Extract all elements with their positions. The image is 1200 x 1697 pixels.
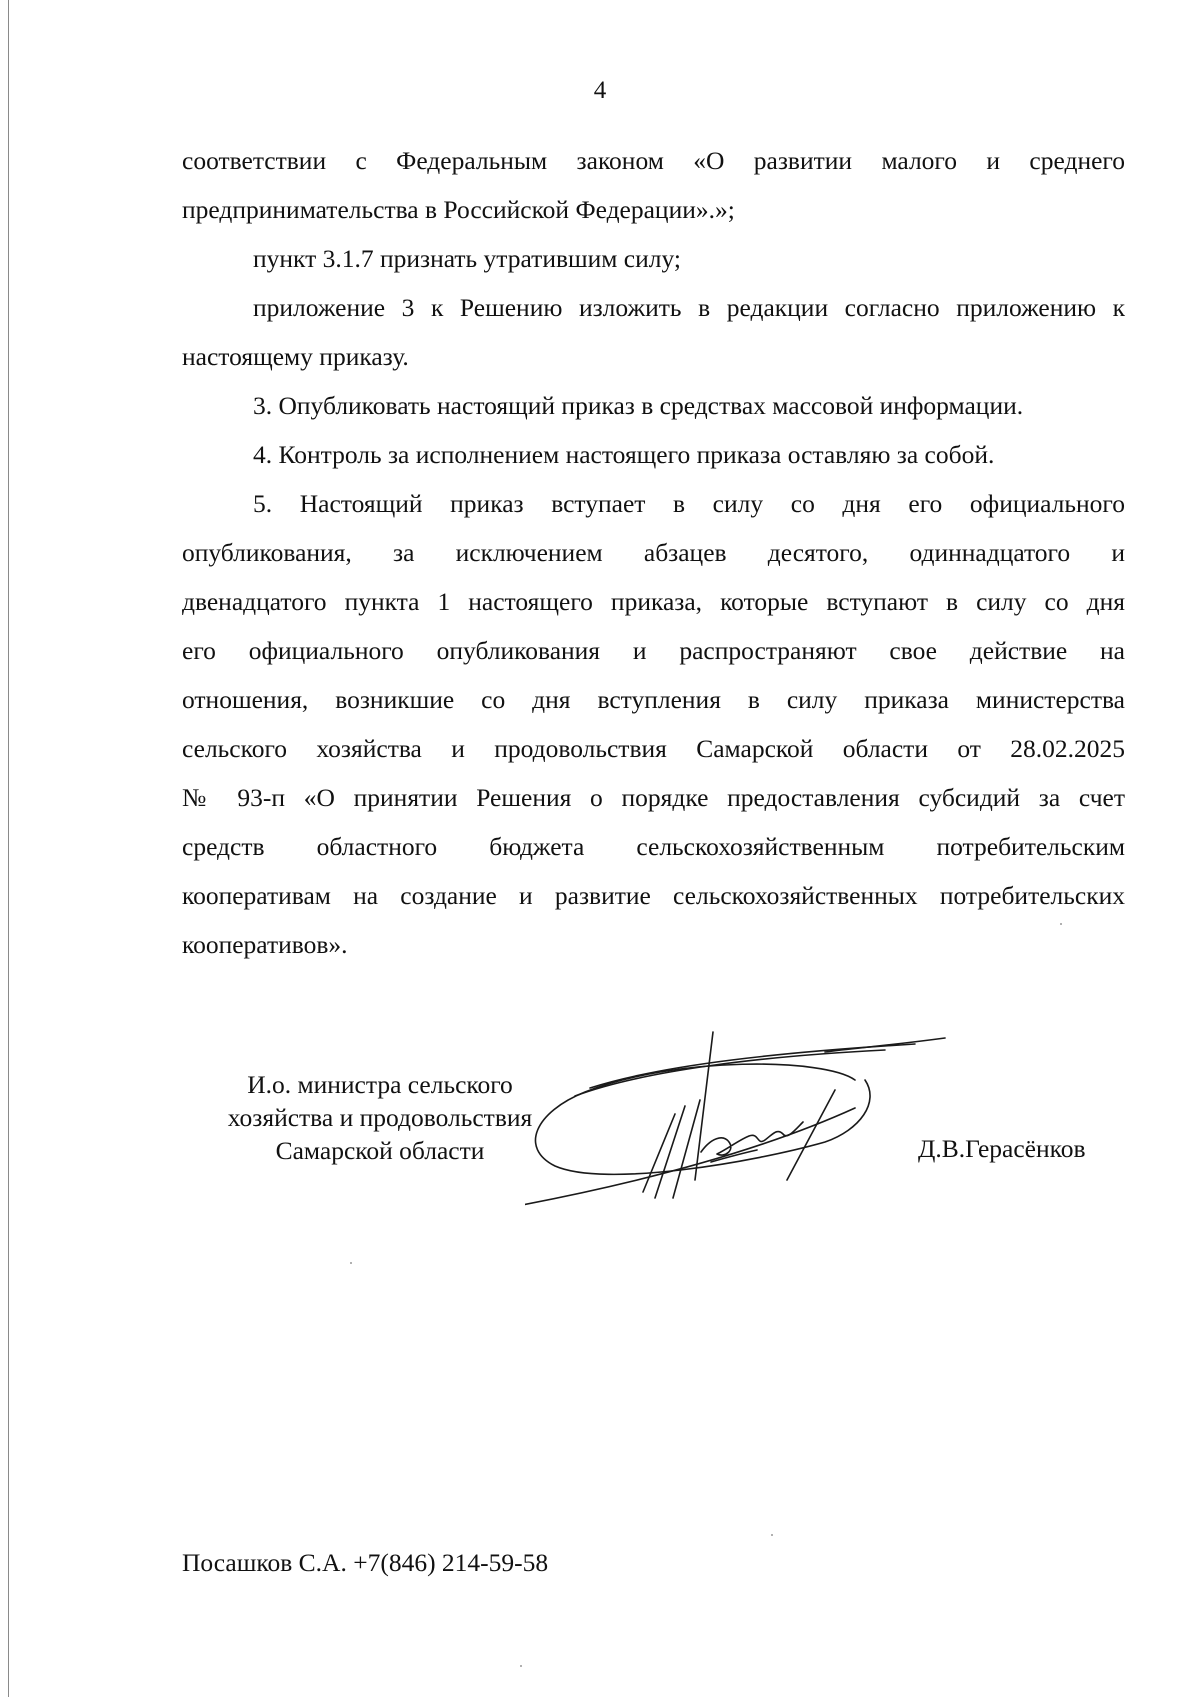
paragraph-line: отношения, возникшие со дня вступления в силу приказа министерства: [182, 685, 1125, 714]
paragraph-line: предпринимательства в Российской Федерации».»;: [182, 195, 735, 224]
position-line: И.о. министра сельского: [247, 1070, 513, 1099]
paragraph-line: кооперативов».: [182, 930, 348, 959]
signer-name: Д.В.Герасёнков: [918, 1134, 1086, 1163]
body-text: [182, 136, 1125, 969]
scan-speck: [771, 1534, 773, 1536]
paragraph-line: 3. Опубликовать настоящий приказ в средствах массовой информации.: [253, 391, 1024, 420]
position-line: хозяйства и продовольствия: [227, 1103, 533, 1132]
paragraph-line: пункт 3.1.7 признать утратившим силу;: [253, 244, 681, 273]
paragraph-line: опубликования, за исключением абзацев десятого, одиннадцатого и: [182, 538, 1125, 567]
position-line: Самарской области: [275, 1136, 485, 1165]
scan-edge-line: [8, 0, 9, 1697]
paragraph-line: сельского хозяйства и продовольствия Самарской области от 28.02.2025: [182, 734, 1125, 763]
paragraph-line: соответствии с Федеральным законом «О развитии малого и среднего: [182, 146, 1125, 175]
paragraph-line: его официального опубликования и распространяют свое действие на: [182, 636, 1125, 665]
signatory-position: [200, 1068, 560, 1167]
scan-speck: [350, 1262, 352, 1264]
handwritten-signature: [525, 1030, 955, 1230]
scan-speck: [1060, 923, 1062, 925]
paragraph-line: 5. Настоящий приказ вступает в силу со дня его официального: [253, 489, 1125, 518]
scan-speck: [520, 1665, 522, 1667]
executor-contact: Посашков С.А. +7(846) 214-59-58: [182, 1548, 549, 1577]
paragraph-line: приложение 3 к Решению изложить в редакции согласно приложению к: [253, 293, 1125, 322]
paragraph-line: № 93-п «О принятии Решения о порядке предоставления субсидий за счет: [182, 783, 1125, 812]
paragraph-line: 4. Контроль за исполнением настоящего приказа оставляю за собой.: [253, 440, 995, 469]
paragraph-line: настоящему приказу.: [182, 342, 409, 371]
paragraph-line: средств областного бюджета сельскохозяйственным потребительским: [182, 832, 1125, 861]
paragraph-line: кооперативам на создание и развитие сельскохозяйственных потребительских: [182, 881, 1125, 910]
page-number: 4: [593, 77, 607, 104]
paragraph-line: двенадцатого пункта 1 настоящего приказа, которые вступают в силу со дня: [182, 587, 1125, 616]
